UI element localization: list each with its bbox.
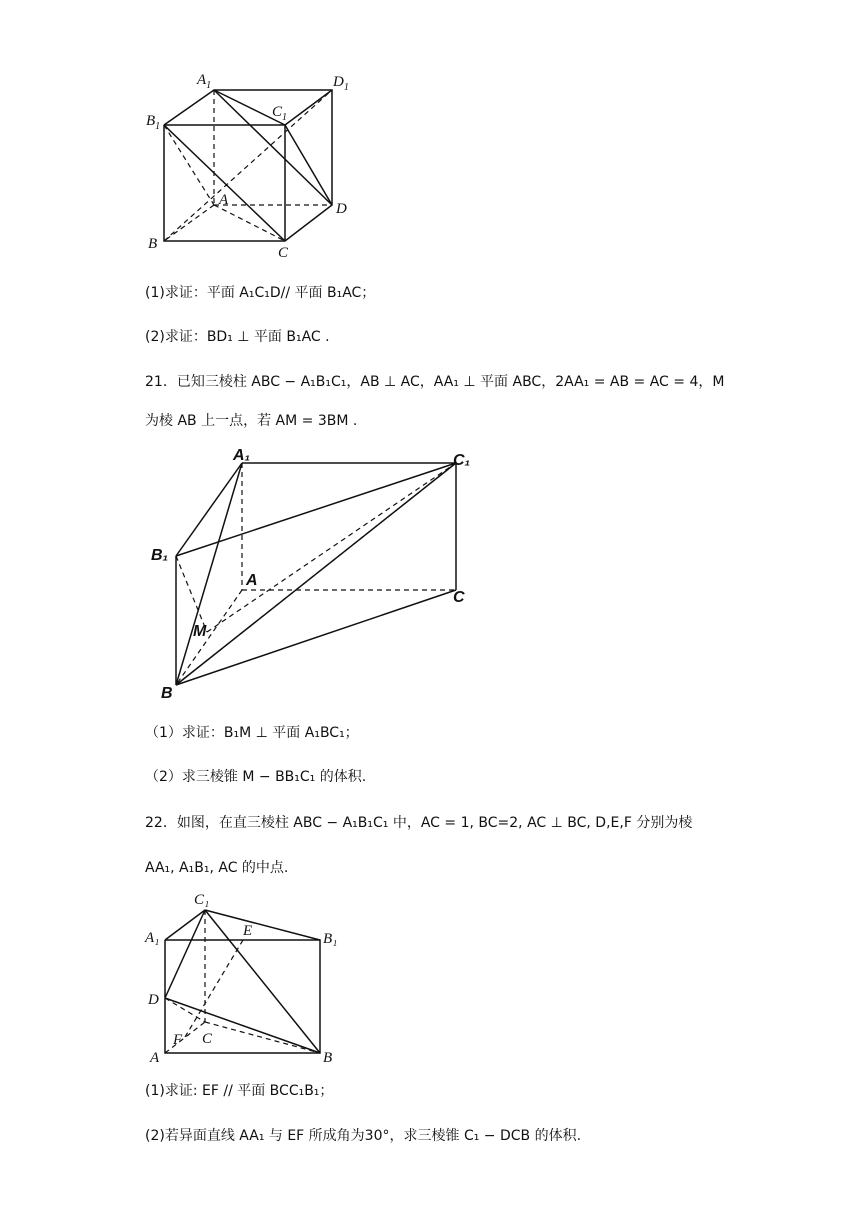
p20-question-2: (2)求证：BD₁ ⊥ 平面 B₁AC .: [145, 329, 330, 345]
p22-stem-line-2: AA₁, A₁B₁, AC 的中点.: [145, 860, 289, 876]
figure-prism-22: [140, 885, 350, 1065]
label-A1: A₁: [233, 447, 251, 464]
label-B1: B₁: [323, 931, 338, 947]
label-C1: C₁: [453, 452, 471, 469]
label-C1: C₁: [194, 892, 210, 908]
label-A1: $A_1$: [197, 72, 212, 91]
label-C1: $C_1$: [272, 104, 288, 123]
p20-question-1: (1)求证：平面 A₁C₁D// 平面 B₁AC；: [145, 285, 376, 301]
label-A: A: [150, 1050, 160, 1066]
label-D: D: [148, 992, 159, 1008]
p21-stem-line-1: 21．已知三棱柱 ABC − A₁B₁C₁，AB ⊥ AC，AA₁ ⊥ 平面 ABC，2AA₁ = AB = AC = 4，M: [145, 374, 725, 390]
label-B: B: [148, 236, 158, 252]
label-B: B: [161, 685, 173, 702]
p21-question-1: （1）求证：B₁M ⊥ 平面 A₁BC₁；: [145, 725, 359, 741]
figure-prism-21: [150, 440, 480, 700]
label-E: E: [243, 923, 253, 939]
p21-stem-line-2: 为棱 AB 上一点，若 AM = 3BM .: [145, 413, 358, 429]
figure-cube: [140, 70, 360, 260]
p22-question-2: (2)若异面直线 AA₁ 与 EF 所成角为30°，求三棱锥 C₁ − DCB 的体积.: [145, 1128, 582, 1144]
label-B: B: [323, 1050, 333, 1066]
p22-stem-line-1: 22．如图，在直三棱柱 ABC − A₁B₁C₁ 中，AC = 1, BC=2, AC ⊥ BC, D,E,F 分别为棱: [145, 815, 693, 831]
label-M: M: [193, 623, 207, 640]
label-B1: $B_1$: [146, 113, 161, 132]
label-B1: B₁: [151, 547, 169, 564]
p22-question-1: (1)求证: EF // 平面 BCC₁B₁；: [145, 1083, 334, 1099]
label-C: C: [453, 589, 465, 606]
label-D1: $D_1$: [333, 74, 349, 93]
p21-question-2: （2）求三棱锥 M − BB₁C₁ 的体积.: [145, 769, 367, 785]
label-F: F: [173, 1032, 183, 1048]
label-C: C: [278, 245, 289, 261]
label-D: D: [336, 201, 347, 217]
label-A: A: [219, 192, 229, 208]
label-A1: A₁: [145, 930, 160, 946]
label-C: C: [202, 1031, 213, 1047]
label-A: A: [246, 572, 258, 589]
